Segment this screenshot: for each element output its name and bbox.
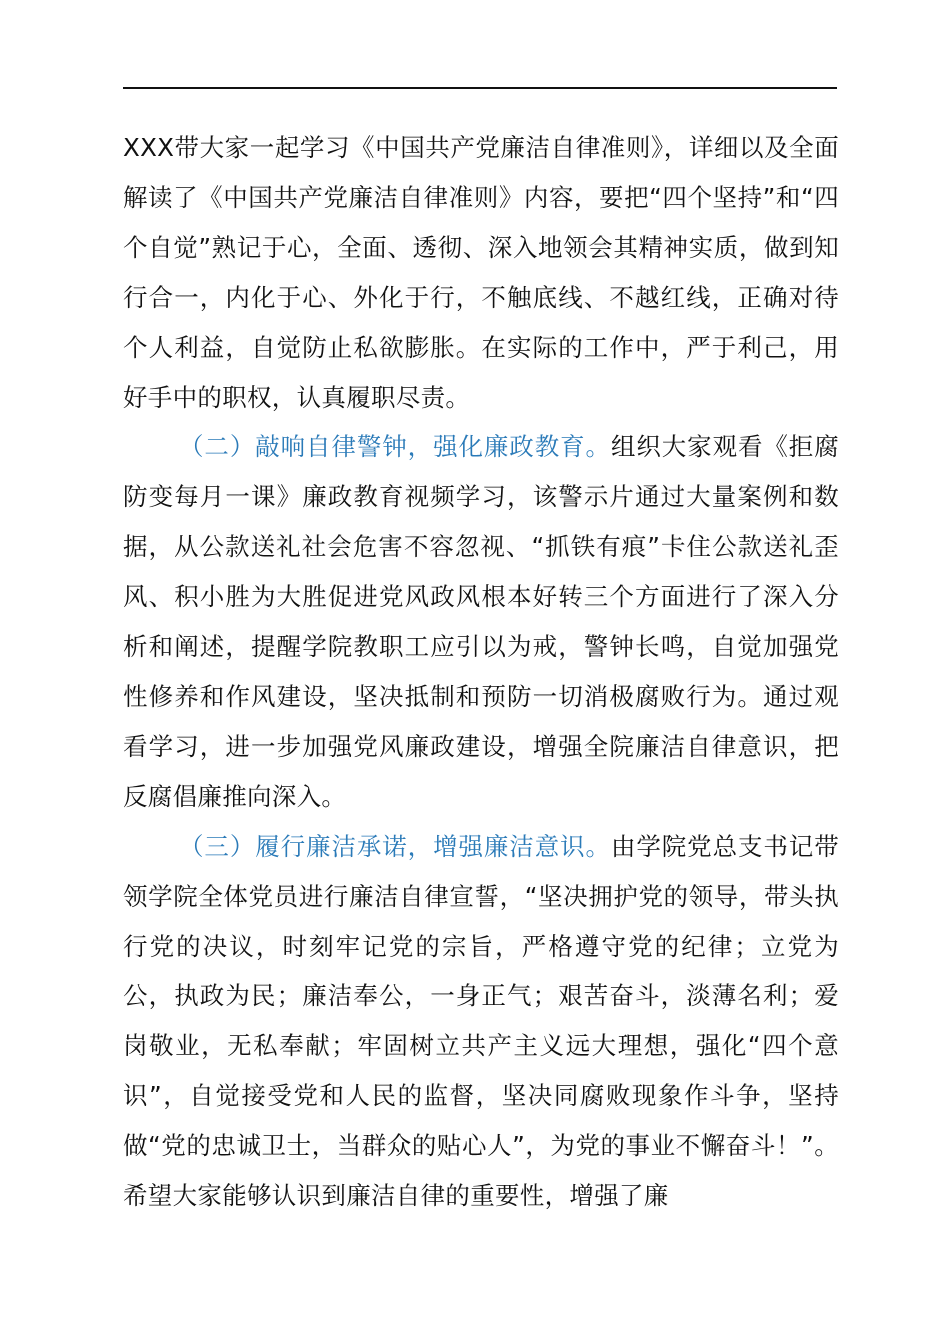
document-body bbox=[123, 123, 839, 1221]
header-rule bbox=[123, 87, 837, 89]
paragraph-2-text: 组织大家观看《拒腐防变每月一课》廉政教育视频学习，该警示片通过大量案例和数据，从公款送礼社会危害不容忽视、“抓铁有痕”卡住公款送礼歪风、积小胜为大胜促进党风政风根本好转三个方面进行了深入分析和阐述，提醒学院教职工应引以为戒，警钟长鸣，自觉加强党性修养和作风建设，坚决抵制和预防一切消极腐败行为。通过观看学习，进一步加强党风廉政建设，增强全院廉洁自律意识，把反腐倡廉推向深入。 bbox=[123, 432, 839, 811]
paragraph-1 bbox=[123, 123, 839, 422]
paragraph-3 bbox=[123, 822, 839, 1221]
section-heading-2: （二）敲响自律警钟，强化廉政教育。 bbox=[179, 432, 611, 462]
section-heading-3: （三）履行廉洁承诺，增强廉洁意识。 bbox=[179, 831, 611, 861]
paragraph-2 bbox=[123, 422, 839, 821]
paragraph-1-text: XXX带大家一起学习《中国共产党廉洁自律准则》，详细以及全面解读了《中国共产党廉洁自律准则》内容，要把“四个坚持”和“四个自觉”熟记于心，全面、透彻、深入地领会其精神实质，做到知行合一，内化于心、外化于行，不触底线、不越红线，正确对待个人利益，自觉防止私欲膨胀。在实际的工作中，严于利己，用好手中的职权，认真履职尽责。 bbox=[123, 133, 839, 412]
paragraph-3-text: 由学院党总支书记带领学院全体党员进行廉洁自律宣誓，“坚决拥护党的领导，带头执行党的决议，时刻牢记党的宗旨，严格遵守党的纪律；立党为公，执政为民；廉洁奉公，一身正气；艰苦奋斗，淡薄名利；爱岗敬业，无私奉献；牢固树立共产主义远大理想，强化“四个意识”，自觉接受党和人民的监督，坚决同腐败现象作斗争，坚持做“党的忠诚卫士，当群众的贴心人”，为党的事业不懈奋斗！”。希望大家能够认识到廉洁自律的重要性，增强了廉 bbox=[123, 831, 839, 1211]
